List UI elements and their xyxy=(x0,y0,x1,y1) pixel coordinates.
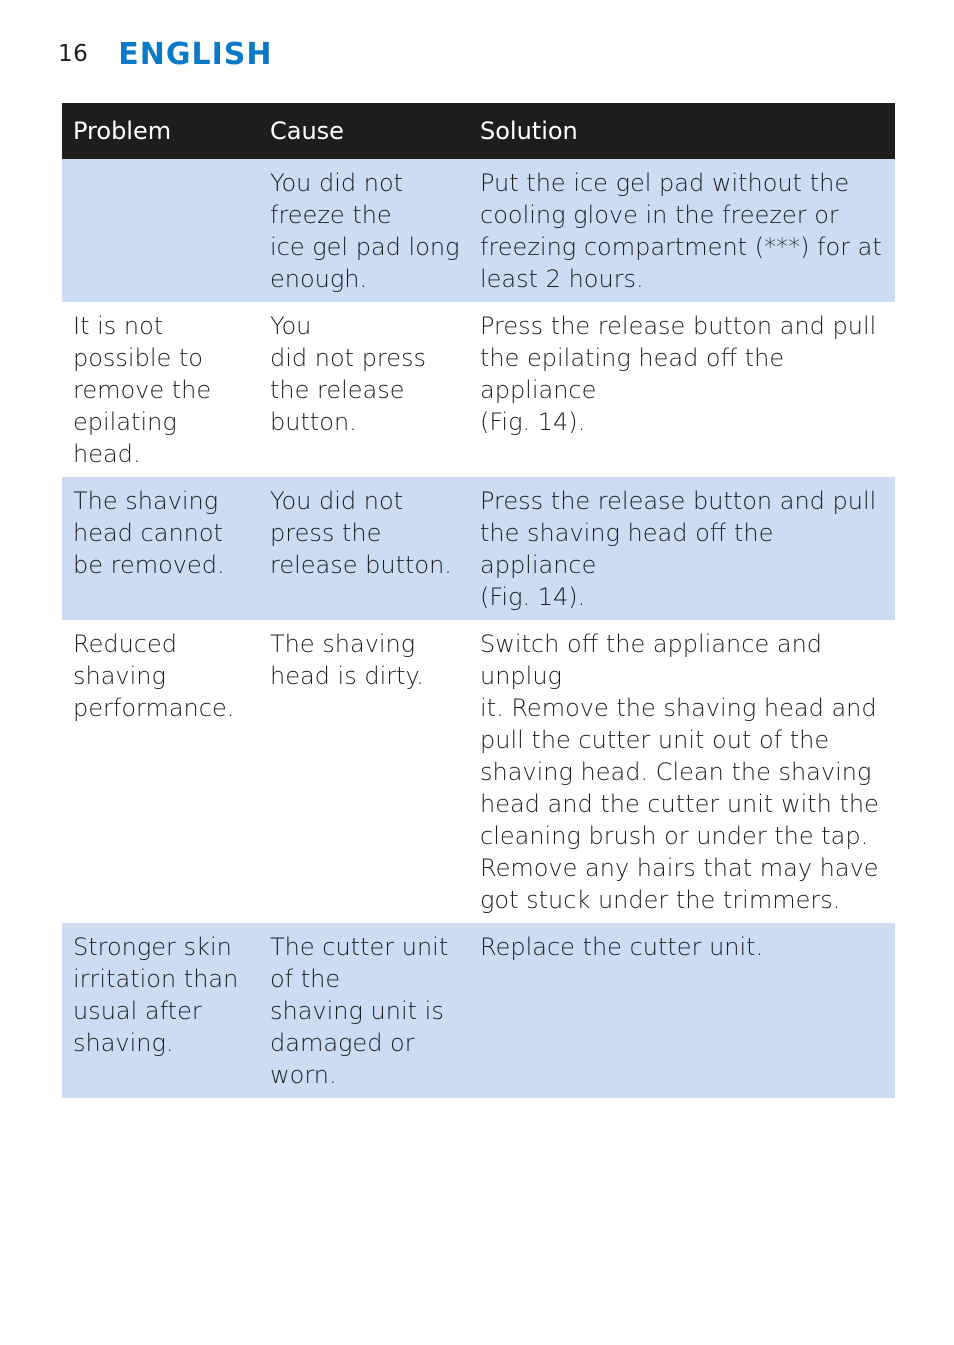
problem-cell xyxy=(62,620,259,923)
problem-line: shaving. xyxy=(73,1029,174,1057)
problem-line: epilating head. xyxy=(73,408,177,468)
solution-cell xyxy=(469,302,895,477)
problem-line: remove the xyxy=(73,376,212,404)
problem-line: irritation than xyxy=(73,965,239,993)
table-row xyxy=(62,477,895,620)
problem-line: performance. xyxy=(73,694,235,722)
cause-line: You did not xyxy=(270,487,404,515)
cause-line: The shaving xyxy=(270,630,416,658)
solution-line: Switch off the appliance and unplug xyxy=(480,630,823,690)
table-row xyxy=(62,159,895,302)
solution-line: least 2 hours. xyxy=(480,265,644,293)
table-header-row xyxy=(62,103,895,159)
solution-line: (Fig. 14). xyxy=(480,408,586,436)
table-row xyxy=(62,302,895,477)
solution-line: Press the release button and pull xyxy=(480,487,877,515)
solution-line: head and the cutter unit with the xyxy=(480,790,879,818)
solution-line: got stuck under the trimmers. xyxy=(480,886,841,914)
cause-line: freeze the xyxy=(270,201,392,229)
cause-line: head is dirty. xyxy=(270,662,424,690)
solution-cell xyxy=(469,620,895,923)
problem-cell xyxy=(62,302,259,477)
cause-cell xyxy=(259,477,469,620)
cause-line: You xyxy=(270,312,312,340)
solution-line: the epilating head off the appliance xyxy=(480,344,785,404)
solution-line: Replace the cutter unit. xyxy=(480,933,764,961)
cause-line: worn. xyxy=(270,1061,337,1089)
solution-line: Put the ice gel pad without the xyxy=(480,169,850,197)
solution-line: freezing compartment (***) for at xyxy=(480,233,882,261)
problem-cell xyxy=(62,477,259,620)
cause-line: enough. xyxy=(270,265,368,293)
page-header xyxy=(58,30,273,78)
page-number: 16 xyxy=(58,41,89,67)
column-header-problem: Problem xyxy=(62,103,259,159)
cause-line: damaged or xyxy=(270,1029,415,1057)
cause-cell xyxy=(259,302,469,477)
problem-line: The shaving xyxy=(73,487,219,515)
column-header-cause: Cause xyxy=(259,103,469,159)
column-header-solution: Solution xyxy=(469,103,895,159)
cause-line: of the xyxy=(270,965,341,993)
solution-line: shaving head. Clean the shaving xyxy=(480,758,872,786)
solution-cell xyxy=(469,477,895,620)
problem-cell xyxy=(62,159,259,302)
cause-line: button. xyxy=(270,408,357,436)
problem-line: Reduced xyxy=(73,630,178,658)
problem-line: head cannot xyxy=(73,519,223,547)
solution-line: (Fig. 14). xyxy=(480,583,586,611)
solution-line: Press the release button and pull xyxy=(480,312,877,340)
cause-cell xyxy=(259,923,469,1098)
problem-line: possible to xyxy=(73,344,203,372)
solution-line: cooling glove in the freezer or xyxy=(480,201,839,229)
cause-line: press the xyxy=(270,519,382,547)
solution-line: Remove any hairs that may have xyxy=(480,854,879,882)
cause-line: shaving unit is xyxy=(270,997,444,1025)
cause-cell xyxy=(259,620,469,923)
solution-cell xyxy=(469,923,895,1098)
cause-line: The cutter unit xyxy=(270,933,449,961)
problem-line: shaving xyxy=(73,662,166,690)
table-row xyxy=(62,923,895,1098)
problem-line: usual after xyxy=(73,997,202,1025)
cause-line: You did not xyxy=(270,169,404,197)
problem-line: Stronger skin xyxy=(73,933,232,961)
solution-line: it. Remove the shaving head and xyxy=(480,694,877,722)
solution-line: the shaving head off the appliance xyxy=(480,519,774,579)
solution-line: pull the cutter unit out of the xyxy=(480,726,830,754)
cause-line: release button. xyxy=(270,551,452,579)
troubleshooting-table xyxy=(62,103,895,1098)
cause-line: the release xyxy=(270,376,405,404)
cause-line: did not press xyxy=(270,344,427,372)
solution-cell xyxy=(469,159,895,302)
cause-cell xyxy=(259,159,469,302)
section-title: ENGLISH xyxy=(118,36,273,72)
solution-line: cleaning brush or under the tap. xyxy=(480,822,869,850)
table-row xyxy=(62,620,895,923)
problem-line: It is not xyxy=(73,312,164,340)
cause-line: ice gel pad long xyxy=(270,233,460,261)
problem-cell xyxy=(62,923,259,1098)
problem-line: be removed. xyxy=(73,551,225,579)
